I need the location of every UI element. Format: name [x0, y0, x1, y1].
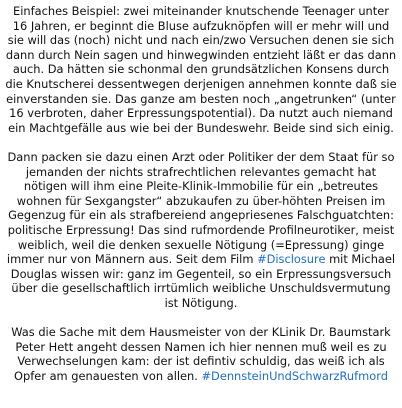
hashtag-disclosure-link[interactable]: #Disclosure [257, 252, 326, 267]
paragraph-3 [5, 325, 397, 383]
hashtag-dennstein-link[interactable]: #DennsteinUndSchwarzRufmord [201, 368, 388, 383]
paragraph-2 [5, 150, 397, 311]
paragraph-2-text-start: Dann packen sie dazu einen Arzt oder Politiker der dem Staat für so jemanden der nichts strafrechtlichen relevantes gemacht hat nötigen will ihm eine Pleite-Klinik-Immobilie für ein „betreutes wohnen für Sexgangster“ abzukaufen zu über-höhten Preisen im Gegenzug für ein als strafbereiend angepriesenes Falschguatchten: politische Erpressung! Das sind rufmordende Profilneurotiker, meist weiblich, weil die denken sexuelle Nötigung (=Epressung) ginge immer nur von Männern aus. Seit dem Film [6, 149, 395, 267]
paragraph-2-text-end: mit Michael Douglas wissen wir: ganz im Gegenteil, so ein Erpressungsversuch über die gesellschaftlich irrtümlich weibliche Unschuldsvermutung ist Nötigung. [10, 252, 396, 310]
paragraph-1 [5, 4, 397, 135]
paragraph-1-text: Einfaches Beispiel: zwei miteinander knutschende Teenager unter 16 Jahren, er beginnt die Bluse aufzuknöpfen will er mehr will und sie will das (noch) nicht und nach ein/zwo Versuchen denen sie sich dann durch Nein sagen und hinwegwinden entzieht läßt er das dann auch. Da hätten sie schonmal den grundsätzlichen Konsens durch die Knutscherei dessentwegen derjenigen annehmen konnte daß sie einverstanden sie. Das ganze am besten noch „angetrunken“ (unter 16 verbroten, daher Erpressungspotential). Da nutzt auch niemand ein Machtgefälle aus wie bei der Bundeswehr. Beide sind sich einig. [5, 4, 397, 135]
paragraph-3-text: Was die Sache mit dem Hausmeister von der KLinik Dr. Baumstark Peter Hett angeht dessen Namen ich hier nennen muß weil es zu Verwechselungen kam: der ist defintiv schuldig, das weiß ich als Opfer am genauesten von allen. [11, 325, 391, 383]
